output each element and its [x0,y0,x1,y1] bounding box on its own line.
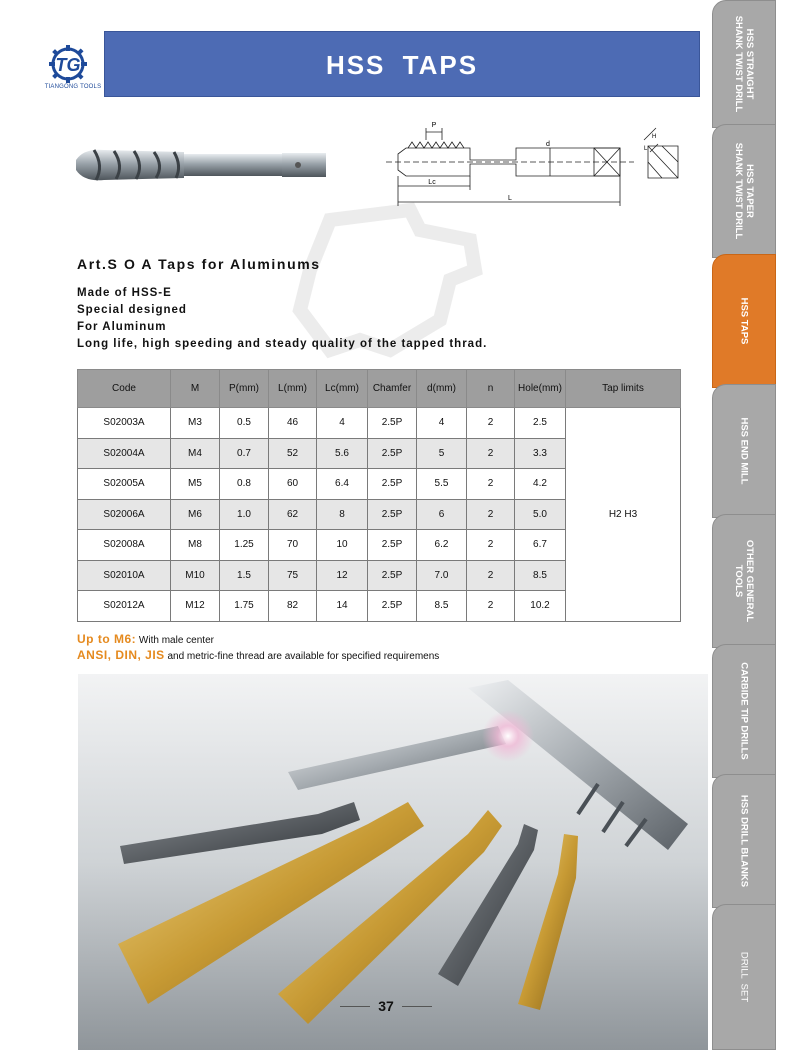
cell-p: 1.0 [220,499,269,530]
cell-p: 1.25 [220,530,269,561]
drawing-label-w: H [652,134,657,140]
note-highlight: ANSI, DIN, JIS [77,648,165,662]
note-text: With male center [136,635,214,646]
cell-p: 1.5 [220,560,269,591]
drawing-label-l: L [508,195,512,202]
cell-lc: 4 [317,408,368,439]
table-row [78,408,681,439]
tab-carbide-tip-drills[interactable]: CARBIDE TIP DRILLS [712,644,776,778]
cell-hole: 8.5 [515,560,566,591]
category-tabs [712,0,776,1050]
cell-l: 52 [269,438,317,469]
col-header-tap-limits: Tap limits [566,370,681,408]
cell-m: M5 [171,469,220,500]
cell-l: 75 [269,560,317,591]
cell-code: S02008A [78,530,171,561]
cell-n: 2 [467,560,515,591]
col-header-p: P(mm) [220,370,269,408]
cell-code: S02003A [78,408,171,439]
cell-d: 5 [417,438,467,469]
cell-m: M4 [171,438,220,469]
cell-l: 62 [269,499,317,530]
cell-d: 5.5 [417,469,467,500]
cell-tap-limits: H2 H3 [566,408,681,622]
note-line [77,632,439,648]
cell-code: S02010A [78,560,171,591]
cell-n: 2 [467,591,515,622]
col-header-code: Code [78,370,171,408]
col-header-n: n [467,370,515,408]
cell-lc: 10 [317,530,368,561]
cell-lc: 12 [317,560,368,591]
note-highlight: Up to M6: [77,632,137,646]
svg-text:TG: TG [55,55,81,75]
page-number: 37 [336,998,436,1014]
cell-code: S02005A [78,469,171,500]
cell-hole: 10.2 [515,591,566,622]
page-title-bar [104,31,700,97]
table-header-row [78,370,681,408]
description-line: Long life, high speeding and steady quality of the tapped thrad. [77,338,488,350]
cell-m: M6 [171,499,220,530]
cell-l: 60 [269,469,317,500]
cell-chamfer: 2.5P [368,438,417,469]
tab-hss-end-mill[interactable]: HSS END MILL [712,384,776,518]
cell-m: M10 [171,560,220,591]
cell-d: 4 [417,408,467,439]
note-text: and metric-fine thread are available for specified requiremens [164,651,440,662]
cell-hole: 6.7 [515,530,566,561]
cell-code: S02004A [78,438,171,469]
description-line: For Aluminum [77,321,167,333]
tab-hss-straight-shank[interactable]: HSS STRAIGHT SHANK TWIST DRILL [712,0,776,128]
section-title: Art.S O A Taps for Aluminums [77,256,321,272]
cell-lc: 8 [317,499,368,530]
cell-lc: 6.4 [317,469,368,500]
cell-d: 7.0 [417,560,467,591]
cell-code: S02012A [78,591,171,622]
cell-chamfer: 2.5P [368,408,417,439]
tab-other-general-tools[interactable]: OTHER GENERAL TOOLS [712,514,776,648]
cell-chamfer: 2.5P [368,530,417,561]
drawing-label-lc: Lc [428,179,436,186]
cell-hole: 3.3 [515,438,566,469]
cell-p: 0.7 [220,438,269,469]
cell-l: 70 [269,530,317,561]
product-description [77,285,487,353]
col-header-m: M [171,370,220,408]
cell-m: M3 [171,408,220,439]
tap-technical-drawing [386,118,686,218]
cell-d: 6.2 [417,530,467,561]
cell-m: M8 [171,530,220,561]
cell-chamfer: 2.5P [368,469,417,500]
cell-l: 82 [269,591,317,622]
description-line: Made of HSS-E [77,287,172,299]
cell-l: 46 [269,408,317,439]
col-header-hole: Hole(mm) [515,370,566,408]
cell-lc: 5.6 [317,438,368,469]
note-line [77,648,439,664]
col-header-l: L(mm) [269,370,317,408]
drawing-label-p: P [431,122,437,129]
cell-d: 8.5 [417,591,467,622]
cell-p: 0.8 [220,469,269,500]
cell-n: 2 [467,438,515,469]
cell-n: 2 [467,408,515,439]
cell-n: 2 [467,499,515,530]
drawing-label-d: d [546,141,550,148]
cell-n: 2 [467,469,515,500]
cell-hole: 2.5 [515,408,566,439]
cell-lc: 14 [317,591,368,622]
tab-hss-taper-shank[interactable]: HSS TAPER SHANK TWIST DRILL [712,124,776,258]
cell-chamfer: 2.5P [368,591,417,622]
brand-subtitle: TIANGONG TOOLS [44,84,102,90]
cell-n: 2 [467,530,515,561]
tab-drill-set[interactable]: DRILL SET [712,904,776,1050]
spec-table [77,369,681,622]
notes [77,632,439,664]
drawing-label-l1: L [644,146,648,152]
col-header-d: d(mm) [417,370,467,408]
cell-chamfer: 2.5P [368,560,417,591]
cell-code: S02006A [78,499,171,530]
cell-p: 1.75 [220,591,269,622]
cell-p: 0.5 [220,408,269,439]
cell-chamfer: 2.5P [368,499,417,530]
cell-d: 6 [417,499,467,530]
col-header-lc: Lc(mm) [317,370,368,408]
col-header-chamfer: Chamfer [368,370,417,408]
description-line: Special designed [77,304,187,316]
cell-hole: 4.2 [515,469,566,500]
tap-product-image [74,136,328,196]
cell-m: M12 [171,591,220,622]
tab-hss-taps[interactable]: HSS TAPS [712,254,776,388]
taps-photo [78,674,708,1050]
tab-hss-drill-blanks[interactable]: HSS DRILL BLANKS [712,774,776,908]
cell-hole: 5.0 [515,499,566,530]
page-title: HSS TAPS [325,50,479,80]
